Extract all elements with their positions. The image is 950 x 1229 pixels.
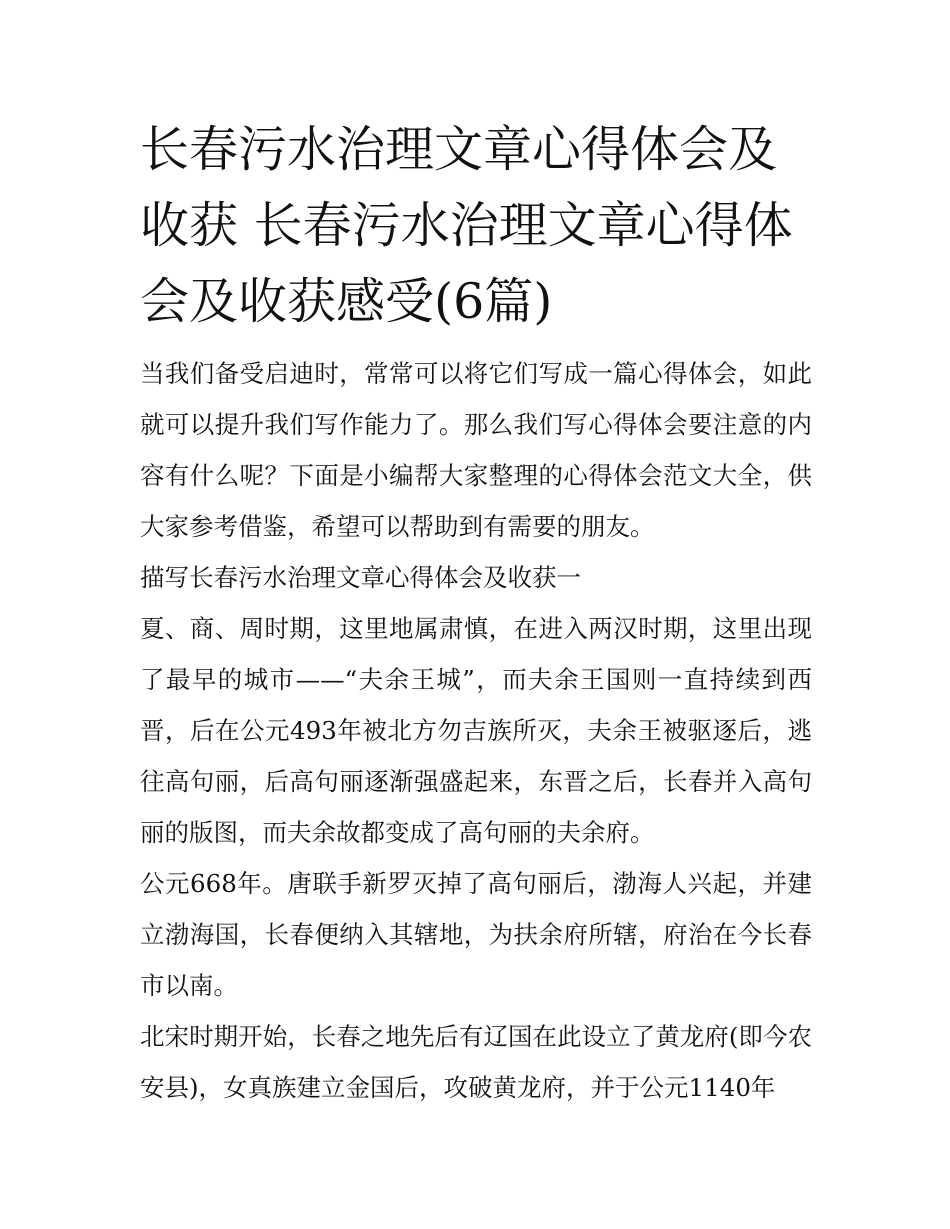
body-paragraph: 北宋时期开始，长春之地先后有辽国在此设立了黄龙府(即今农安县)，女真族建立金国后，攻破黄龙府，并于公元1140年 <box>140 1022 812 1102</box>
body-paragraph: 公元668年。唐联手新罗灭掉了高句丽后，渤海人兴起，并建立渤海国，长春便纳入其辖地，为扶余府所辖，府治在今长春市以南。 <box>140 869 812 1000</box>
intro-paragraph: 当我们备受启迪时，常常可以将它们写成一篇心得体会，如此就可以提升我们写作能力了。那么我们写心得体会要注意的内容有什么呢？下面是小编帮大家整理的心得体会范文大全，供大家参考借鉴，希望可以帮助到有需要的朋友。 <box>140 359 812 541</box>
document-content <box>140 112 812 1113</box>
section-heading: 描写长春污水治理文章心得体会及收获一 <box>140 563 581 592</box>
body-paragraph: 夏、商、周时期，这里地属肃慎，在进入两汉时期，这里出现了最早的城市——“夫余王城”，而夫余王国则一直持续到西晋，后在公元493年被北方勿吉族所灭，夫余王被驱逐后，逃往高句丽，后高句丽逐渐强盛起来，东晋之后，长春并入高句丽的版图，而夫余故都变成了高句丽的夫余府。 <box>140 614 812 847</box>
document-title: 长春污水治理文章心得体会及收获 长春污水治理文章心得体会及收获感受(6篇) <box>140 121 793 330</box>
